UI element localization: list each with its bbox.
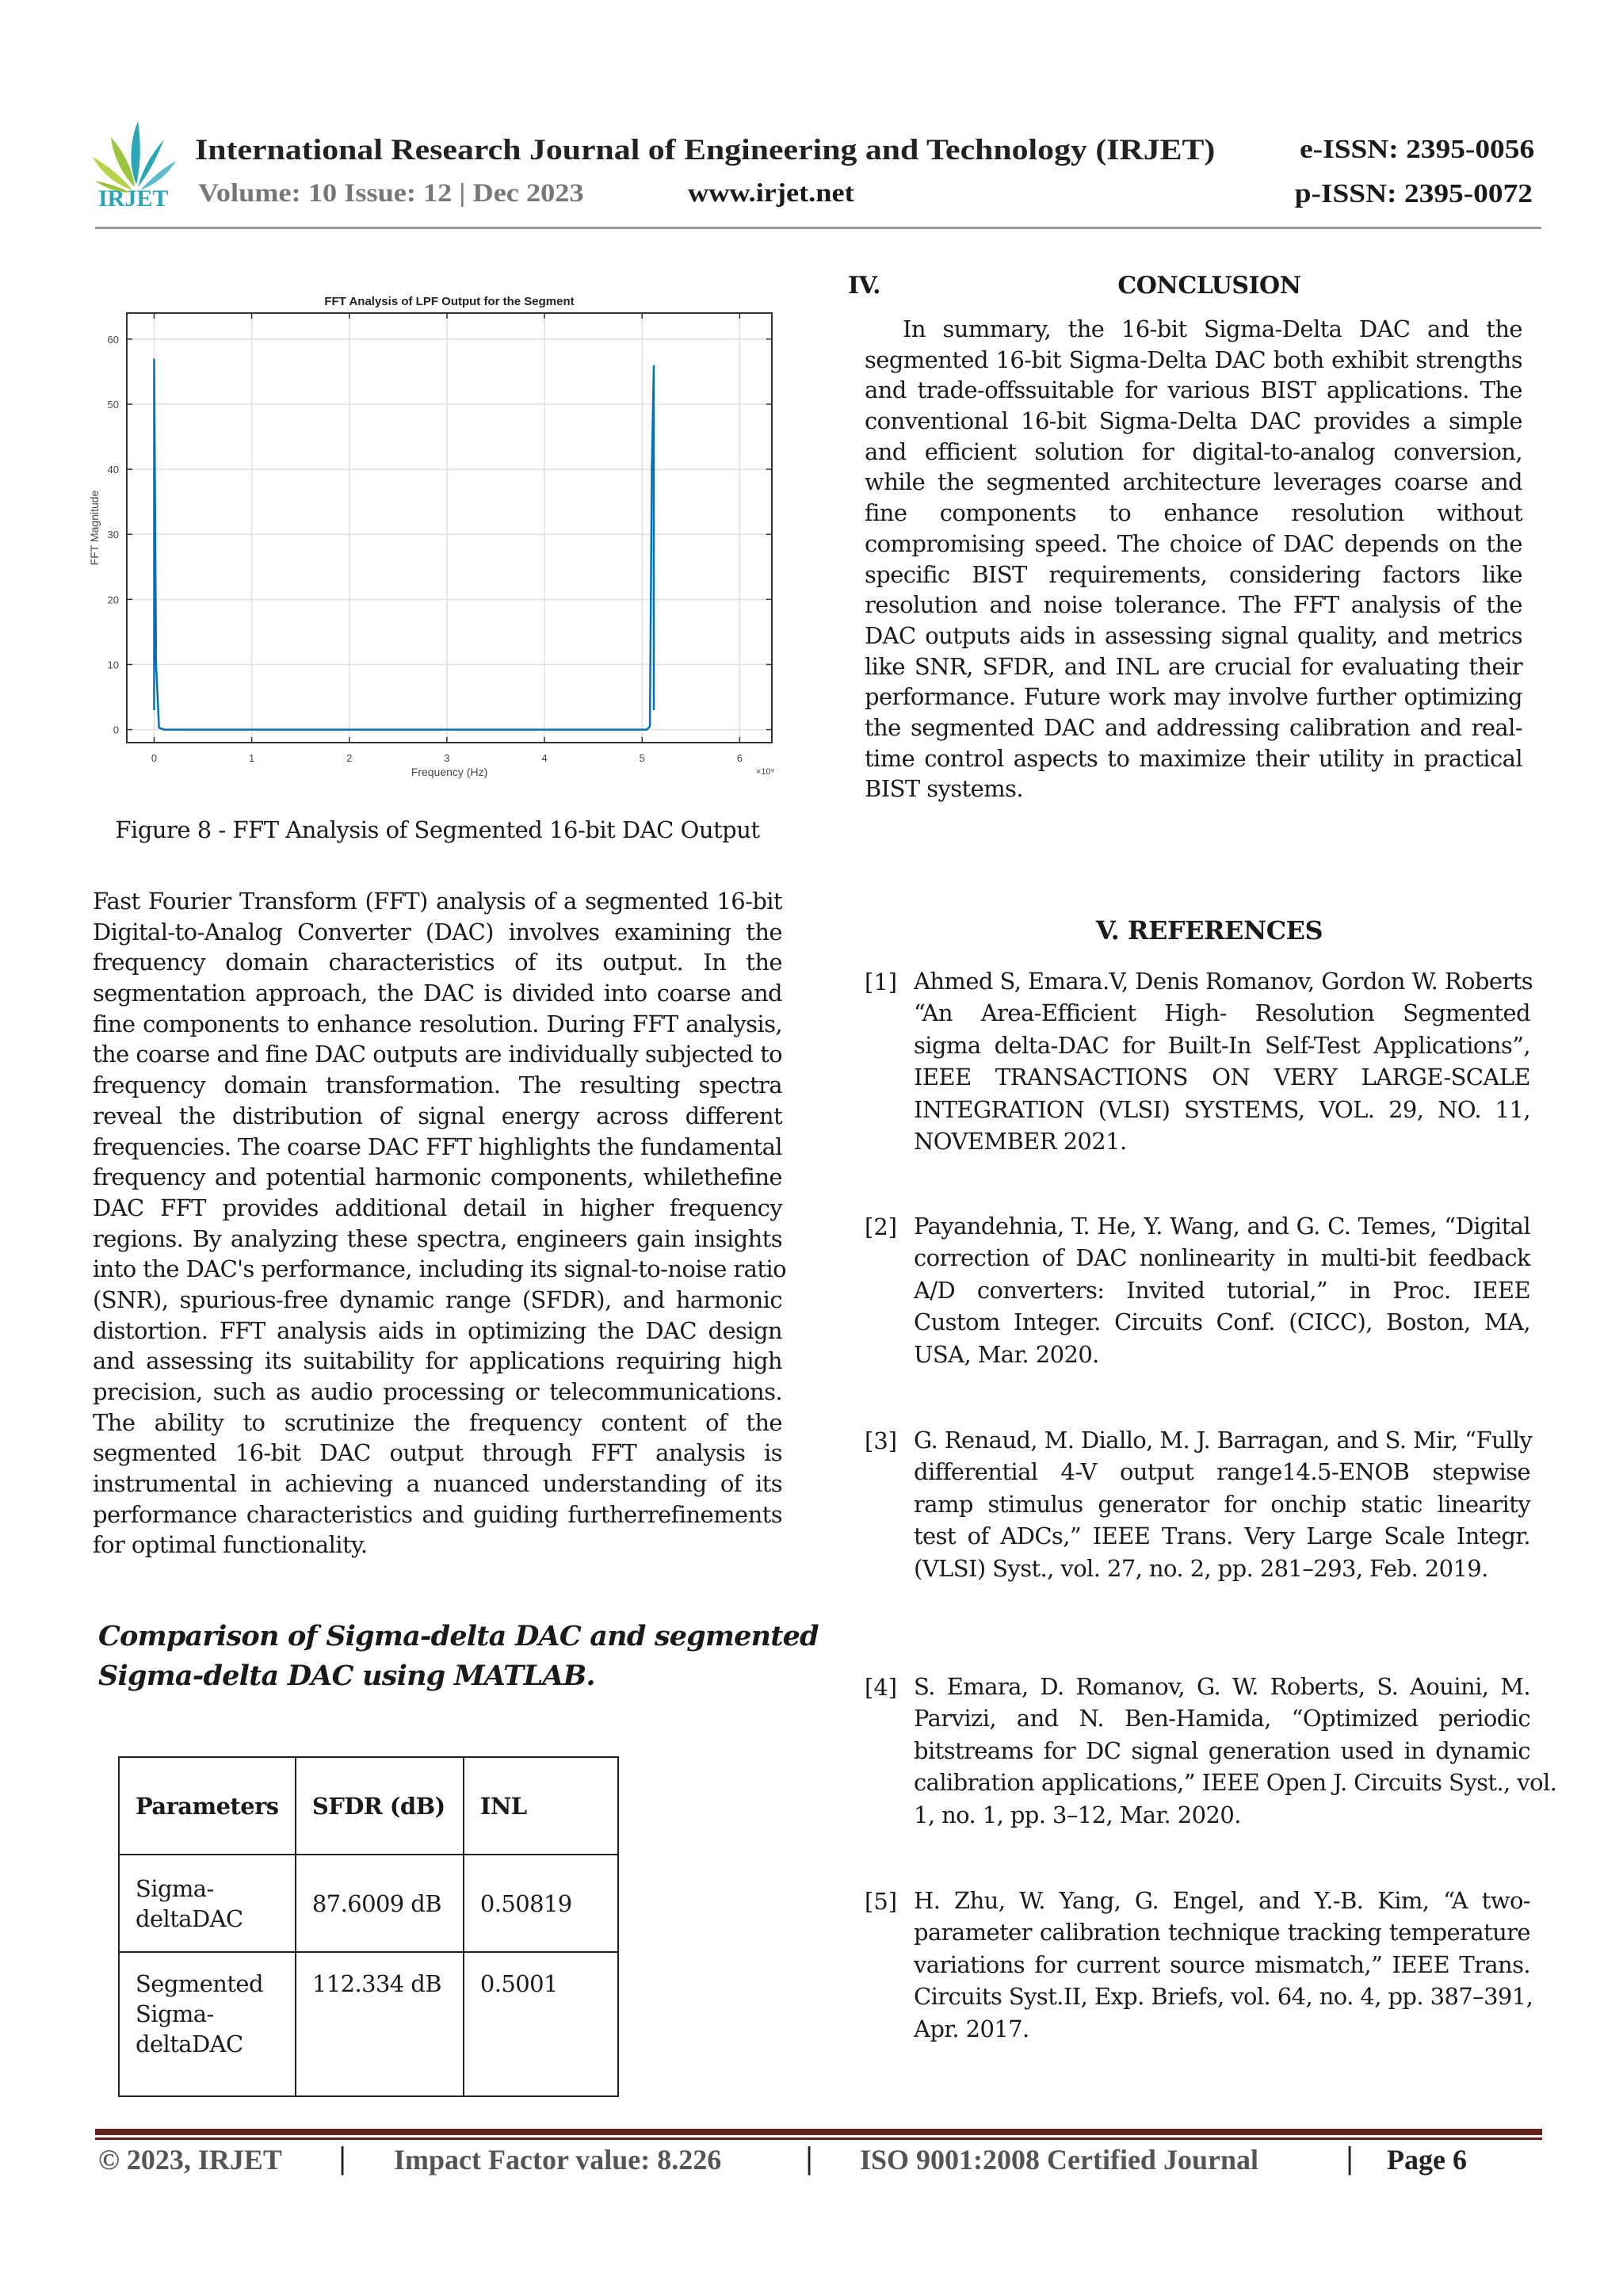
reference-line: Ahmed S, Emara.V, Denis Romanov, Gordon W. Roberts	[914, 968, 1533, 995]
footer-separator: |	[804, 2143, 815, 2176]
text-line: specific BIST requirements, considering factors like	[865, 560, 1522, 588]
x-tick-label: 0	[151, 752, 158, 764]
header-divider	[95, 227, 1541, 229]
x-axis-multiplier: ×10⁹	[756, 767, 775, 777]
text-line: The ability to scrutinize the frequency content of the	[93, 1408, 782, 1436]
column-header: Parameters	[119, 1757, 296, 1855]
reference-line: IEEE TRANSACTIONS ON VERY LARGE-SCALE	[914, 1064, 1530, 1091]
reference-item	[914, 1671, 1557, 1831]
table-cell: Segmented Sigma-deltaDAC	[119, 1952, 296, 2096]
text-line: segmented 16-bit Sigma-Delta DAC both exhibit strengths	[865, 346, 1522, 373]
y-tick-label: 0	[113, 724, 119, 736]
text-line: and trade-offssuitable for various BIST applications. The	[865, 376, 1522, 404]
website-link[interactable]: www.irjet.net	[688, 179, 854, 208]
reference-line: calibration applications,” IEEE Open J. Circuits Syst., vol.	[914, 1769, 1557, 1797]
footer-separator: |	[338, 2143, 348, 2176]
reference-line: differential 4-V output range14.5-ENOB stepwise	[914, 1458, 1530, 1486]
table-cell: 0.5001	[464, 1952, 618, 2096]
section-number: IV.	[848, 272, 881, 300]
x-tick-label: 4	[541, 752, 548, 764]
text-line: instrumental in achieving a nuanced understanding of its	[93, 1470, 782, 1498]
reference-item	[914, 1885, 1533, 2045]
reference-line: Apr. 2017.	[914, 2015, 1029, 2042]
reference-line: G. Renaud, M. Diallo, M. J. Barragan, and S. Mir, “Fully	[914, 1427, 1533, 1454]
reference-line: ramp stimulus generator for onchip static linearity	[914, 1490, 1530, 1518]
text-line: frequency domain characteristics of its output. In the	[93, 949, 782, 976]
comparison-heading-line: Sigma-delta DAC using MATLAB.	[98, 1660, 595, 1692]
text-line: like SNR, SFDR, and INL are crucial for evaluating their	[865, 652, 1522, 680]
reference-line: 1, no. 1, pp. 3–12, Mar. 2020.	[914, 1801, 1241, 1828]
section-title-conclusion: CONCLUSION	[1117, 272, 1301, 300]
table-cell: Sigma-deltaDAC	[119, 1855, 296, 1952]
x-tick-label: 6	[736, 752, 743, 764]
text-line: time control aspects to maximize their utility in practical	[865, 744, 1522, 772]
footer-rule	[95, 2129, 1542, 2135]
reference-line: USA, Mar. 2020.	[914, 1340, 1099, 1368]
volume-issue: Volume: 10 Issue: 12 | Dec 2023	[198, 179, 584, 208]
table-row	[119, 1952, 618, 2096]
reference-number: [4]	[865, 1674, 898, 1701]
table-cell: 0.50819	[464, 1855, 618, 1952]
p-issn: p-ISSN: 2395-0072	[1294, 179, 1533, 208]
text-line: Digital-to-Analog Converter (DAC) involves examining the	[93, 918, 782, 946]
y-tick-label: 20	[107, 594, 119, 606]
y-axis-label: FFT Magnitude	[88, 490, 101, 566]
text-line: DAC FFT provides additional detail in higher frequency	[93, 1194, 782, 1221]
text-line: conventional 16-bit Sigma-Delta DAC provides a simple	[865, 407, 1522, 435]
reference-line: NOVEMBER 2021.	[914, 1127, 1127, 1155]
footer-iso: ISO 9001:2008 Certified Journal	[860, 2144, 1258, 2176]
text-line: performance. Future work may involve further optimizing	[865, 683, 1522, 711]
text-line: fine components to enhance resolution. During FFT analysis,	[93, 1010, 782, 1037]
conclusion-paragraph	[865, 314, 1522, 804]
reference-line: “An Area-Efficient High- Resolution Segmented	[914, 999, 1530, 1027]
text-line: and assessing its suitability for applications requiring high	[93, 1347, 782, 1375]
chart-title: FFT Analysis of LPF Output for the Segment	[324, 295, 575, 308]
y-tick-label: 30	[107, 529, 119, 541]
e-issn: e-ISSN: 2395-0056	[1299, 135, 1534, 164]
reference-line: INTEGRATION (VLSI) SYSTEMS, VOL. 29, NO. 11,	[914, 1095, 1530, 1123]
reference-number: [2]	[865, 1213, 898, 1240]
figure-caption: Figure 8 - FFT Analysis of Segmented 16-bit DAC Output	[115, 816, 760, 843]
footer-page-number: Page 6	[1387, 2144, 1467, 2176]
text-line: the coarse and fine DAC outputs are individually subjected to	[93, 1041, 782, 1068]
reference-line: A/D converters: Invited tutorial,” in Proc. IEEE	[914, 1276, 1530, 1304]
table-header-row	[119, 1757, 618, 1855]
text-line: reveal the distribution of signal energy across different	[93, 1102, 782, 1129]
footer-impact-factor: Impact Factor value: 8.226	[394, 2144, 722, 2176]
journal-title: International Research Journal of Engineering and Technology (IRJET)	[195, 134, 1216, 166]
reference-item	[914, 965, 1533, 1157]
reference-line: Circuits Syst.II, Exp. Briefs, vol. 64, no. 4, pp. 387–391,	[914, 1983, 1533, 2011]
table-row	[119, 1855, 618, 1952]
text-line: distortion. FFT analysis aids in optimizing the DAC design	[93, 1316, 782, 1344]
reference-line: H. Zhu, W. Yang, G. Engel, and Y.-B. Kim, “A two-	[914, 1887, 1530, 1914]
y-tick-label: 50	[107, 398, 119, 411]
x-tick-label: 1	[249, 752, 255, 764]
text-line: frequency domain transformation. The resulting spectra	[93, 1072, 782, 1099]
text-line: compromising speed. The choice of DAC depends on the	[865, 529, 1522, 557]
reference-line: test of ADCs,” IEEE Trans. Very Large Scale Integr.	[914, 1522, 1530, 1550]
text-line: regions. By analyzing these spectra, engineers gain insights	[93, 1224, 782, 1252]
reference-line: S. Emara, D. Romanov, G. W. Roberts, S. Aouini, M.	[914, 1673, 1530, 1700]
section-title-references: V. REFERENCES	[1095, 915, 1323, 946]
footer-separator: |	[1345, 2143, 1355, 2176]
column-header: SFDR (dB)	[296, 1757, 464, 1855]
text-line: for optimal functionality.	[93, 1531, 368, 1559]
text-line: while the segmented architecture leverages coarse and	[865, 468, 1522, 496]
plot-area	[127, 313, 772, 743]
footer-rule-thin	[95, 2137, 1542, 2140]
reference-line: variations for current source mismatch,” IEEE Trans.	[914, 1950, 1530, 1978]
text-line: frequency and potential harmonic components, whilethefine	[93, 1163, 782, 1191]
text-line: the segmented DAC and addressing calibration and real-	[865, 713, 1522, 741]
text-line: fine components to enhance resolution without	[865, 499, 1522, 527]
y-tick-label: 10	[107, 659, 119, 671]
text-line: (SNR), spurious-free dynamic range (SFDR), and harmonic	[93, 1286, 782, 1313]
x-tick-label: 5	[639, 752, 645, 764]
text-line: and efficient solution for digital-to-analog conversion,	[865, 437, 1522, 465]
reference-line: Payandehnia, T. He, Y. Wang, and G. C. Temes, “Digital	[914, 1213, 1530, 1240]
reference-line: (VLSI) Syst., vol. 27, no. 2, pp. 281–293, Feb. 2019.	[914, 1554, 1488, 1582]
reference-number: [5]	[865, 1888, 898, 1915]
reference-number: [1]	[865, 968, 898, 995]
text-line: segmentation approach, the DAC is divided into coarse and	[93, 980, 782, 1007]
text-line: DAC outputs aids in assessing signal quality, and metrics	[865, 621, 1522, 649]
journal-logo	[89, 117, 182, 216]
reference-item	[914, 1424, 1533, 1584]
comparison-heading-line: Comparison of Sigma-delta DAC and segmented	[98, 1620, 819, 1652]
reference-line: Parvizi, and N. Ben-Hamida, “Optimized periodic	[914, 1705, 1530, 1733]
table-cell: 87.6009 dB	[296, 1855, 464, 1952]
y-tick-label: 40	[107, 464, 119, 476]
text-line: frequencies. The coarse DAC FFT highlights the fundamental	[93, 1133, 782, 1160]
reference-line: bitstreams for DC signal generation used in dynamic	[914, 1736, 1530, 1764]
reference-line: sigma delta-DAC for Built-In Self-Test Applications”,	[914, 1031, 1530, 1059]
column-header: INL	[464, 1757, 618, 1855]
x-tick-label: 3	[444, 752, 450, 764]
text-line: Fast Fourier Transform (FFT) analysis of a segmented 16-bit	[93, 888, 782, 915]
x-axis-label: Frequency (Hz)	[411, 766, 488, 778]
text-line: into the DAC's performance, including its signal-to-noise ratio	[93, 1255, 786, 1283]
table-cell: 112.334 dB	[296, 1952, 464, 2096]
body-paragraph	[93, 886, 786, 1561]
text-line: precision, such as audio processing or telecommunications.	[93, 1378, 782, 1405]
reference-item	[914, 1210, 1530, 1370]
text-line: performance characteristics and guiding furtherrefinements	[93, 1500, 782, 1528]
x-tick-label: 2	[346, 752, 353, 764]
reference-number: [3]	[865, 1427, 898, 1454]
text-line: In summary, the 16-bit Sigma-Delta DAC and the	[903, 315, 1522, 342]
reference-line: Custom Integer. Circuits Conf. (CICC), Boston, MA,	[914, 1308, 1530, 1336]
y-tick-label: 60	[107, 333, 119, 346]
text-line: BIST systems.	[865, 775, 1023, 803]
fft-chart	[79, 285, 792, 793]
footer-copyright: © 2023, IRJET	[98, 2144, 282, 2176]
logo-text: IRJET	[98, 185, 169, 212]
text-line: resolution and noise tolerance. The FFT analysis of the	[865, 591, 1522, 619]
comparison-table	[118, 1756, 619, 2097]
reference-line: correction of DAC nonlinearity in multi-bit feedback	[914, 1244, 1530, 1272]
reference-line: parameter calibration technique tracking temperature	[914, 1919, 1530, 1946]
comparison-heading	[98, 1617, 819, 1696]
text-line: segmented 16-bit DAC output through FFT analysis is	[93, 1439, 782, 1467]
